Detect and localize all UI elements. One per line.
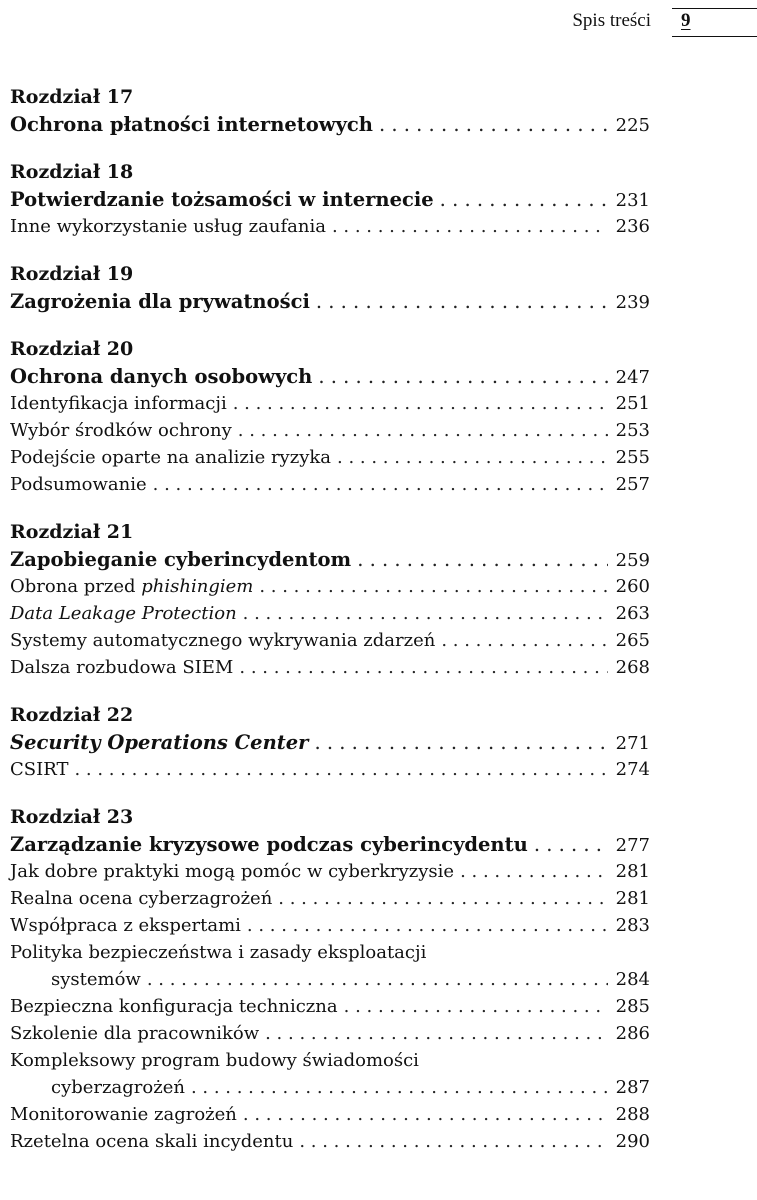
toc-entry-main[interactable]	[10, 729, 650, 756]
entry-page: 263	[615, 603, 650, 624]
toc-entry[interactable]	[10, 213, 650, 240]
running-title: Spis treści	[572, 10, 651, 31]
entry-page: 225	[615, 115, 650, 136]
dot-leader	[534, 831, 608, 858]
toc-entry[interactable]	[10, 654, 650, 681]
entry-title-line1[interactable]: Kompleksowy program budowy świadomości	[10, 1050, 419, 1071]
entry-title: Ochrona danych osobowych	[10, 365, 313, 388]
toc-entry-main[interactable]	[10, 288, 650, 315]
toc-entry-main[interactable]	[10, 546, 650, 573]
entry-page: 290	[615, 1131, 650, 1152]
entry-page: 268	[615, 657, 650, 678]
entry-title: systemów	[51, 969, 141, 990]
dot-leader	[278, 885, 608, 912]
dot-leader	[316, 288, 608, 315]
toc-entry[interactable]	[10, 1101, 650, 1128]
dot-leader	[344, 993, 608, 1020]
dot-leader	[265, 1020, 608, 1047]
dot-leader	[259, 573, 608, 600]
dot-leader	[247, 912, 608, 939]
entry-page: 257	[615, 474, 650, 495]
entry-title: Dalsza rozbudowa SIEM	[10, 657, 234, 678]
entry-title: Potwierdzanie tożsamości w internecie	[10, 188, 434, 211]
toc-entry-main[interactable]	[10, 363, 650, 390]
chapter-23	[10, 804, 650, 1155]
dot-leader	[74, 756, 608, 783]
dot-leader	[441, 627, 608, 654]
chapter-17	[10, 84, 650, 138]
dot-leader	[299, 1128, 608, 1155]
entry-page: 251	[615, 393, 650, 414]
dot-leader	[332, 213, 608, 240]
dot-leader	[357, 546, 608, 573]
entry-page: 286	[615, 1023, 650, 1044]
entry-title: Współpraca z ekspertami	[10, 915, 241, 936]
entry-page: 265	[615, 630, 650, 651]
chapter-label: Rozdział 23	[10, 806, 134, 828]
entry-title: Rzetelna ocena skali incydentu	[10, 1131, 294, 1152]
dot-leader	[233, 390, 608, 417]
header-rule-top	[672, 8, 757, 9]
entry-title: Zagrożenia dla prywatności	[10, 290, 310, 313]
entry-title: Podejście oparte na analizie ryzyka	[10, 447, 332, 468]
entry-title: Zapobieganie cyberincydentom	[10, 548, 352, 571]
entry-title: CSIRT	[10, 759, 69, 780]
entry-title-line1[interactable]: Polityka bezpieczeństwa i zasady eksploatacji	[10, 942, 427, 963]
entry-title-italic: phishingiem	[141, 576, 254, 597]
page-number: 9	[681, 10, 691, 31]
toc-entry-main[interactable]	[10, 831, 650, 858]
entry-page: 288	[615, 1104, 650, 1125]
chapter-21	[10, 519, 650, 681]
dot-leader	[460, 858, 608, 885]
entry-title: cyberzagrożeń	[51, 1077, 185, 1098]
toc-entry[interactable]	[10, 390, 650, 417]
entry-page: 285	[615, 996, 650, 1017]
page-header	[0, 8, 757, 38]
chapter-22	[10, 702, 650, 783]
entry-title: Szkolenie dla pracowników	[10, 1023, 260, 1044]
entry-page: 287	[615, 1077, 650, 1098]
toc-entry[interactable]	[10, 858, 650, 885]
toc-entry[interactable]	[10, 627, 650, 654]
chapter-18	[10, 159, 650, 240]
dot-leader	[314, 729, 608, 756]
dot-leader	[243, 1101, 608, 1128]
toc-entry[interactable]	[10, 600, 650, 627]
entry-page: 281	[615, 861, 650, 882]
entry-title: Jak dobre praktyki mogą pomóc w cyberkryzysie	[10, 861, 455, 882]
entry-page: 239	[615, 292, 650, 313]
chapter-20	[10, 336, 650, 498]
toc-entry-main[interactable]	[10, 111, 650, 138]
toc-entry[interactable]	[10, 1128, 650, 1155]
dot-leader	[379, 111, 608, 138]
entry-title: Zarządzanie kryzysowe podczas cyberincydentu	[10, 833, 528, 856]
toc-entry[interactable]	[10, 966, 650, 993]
entry-title: Inne wykorzystanie usług zaufania	[10, 216, 326, 237]
entry-title: Bezpieczna konfiguracja techniczna	[10, 996, 338, 1017]
entry-page: 247	[615, 367, 650, 388]
chapter-label: Rozdział 19	[10, 263, 134, 285]
entry-title: Realna ocena cyberzagrożeń	[10, 888, 273, 909]
dot-leader	[147, 966, 608, 993]
entry-page: 277	[615, 835, 650, 856]
entry-page: 236	[615, 216, 650, 237]
toc-entry[interactable]	[10, 417, 650, 444]
toc-entry[interactable]	[10, 993, 650, 1020]
entry-title: Security Operations Center	[10, 731, 309, 754]
entry-title: Identyfikacja informacji	[10, 393, 227, 414]
toc-entry[interactable]	[10, 1020, 650, 1047]
entry-page: 281	[615, 888, 650, 909]
entry-title: Ochrona płatności internetowych	[10, 113, 373, 136]
entry-title: Monitorowanie zagrożeń	[10, 1104, 237, 1125]
entry-title	[10, 573, 259, 600]
dot-leader	[243, 600, 608, 627]
entry-page: 260	[615, 576, 650, 597]
toc-entry[interactable]	[10, 912, 650, 939]
entry-title: Data Leakage Protection	[10, 603, 237, 624]
toc-entry[interactable]	[10, 444, 650, 471]
chapter-19	[10, 261, 650, 315]
toc-entry[interactable]	[10, 471, 650, 498]
entry-page: 274	[615, 759, 650, 780]
chapter-label: Rozdział 20	[10, 338, 134, 360]
dot-leader	[318, 363, 608, 390]
dot-leader	[337, 444, 608, 471]
dot-leader	[440, 186, 608, 213]
chapter-label: Rozdział 22	[10, 704, 134, 726]
entry-page: 271	[615, 733, 650, 754]
entry-page: 284	[615, 969, 650, 990]
entry-title: Podsumowanie	[10, 474, 147, 495]
toc-entry[interactable]	[10, 1074, 650, 1101]
entry-title: Systemy automatycznego wykrywania zdarzeń	[10, 630, 436, 651]
entry-title-prefix: Obrona przed	[10, 576, 142, 597]
entry-page: 253	[615, 420, 650, 441]
dot-leader	[238, 417, 608, 444]
toc-entry[interactable]	[10, 573, 650, 600]
toc-entry[interactable]	[10, 756, 650, 783]
entry-page: 231	[615, 190, 650, 211]
toc-entry[interactable]	[10, 885, 650, 912]
chapter-label: Rozdział 17	[10, 86, 134, 108]
entry-page: 255	[615, 447, 650, 468]
header-rule-bottom	[672, 36, 757, 37]
dot-leader	[191, 1074, 608, 1101]
table-of-contents	[10, 84, 650, 1176]
entry-title: Wybór środków ochrony	[10, 420, 232, 441]
chapter-label: Rozdział 18	[10, 161, 134, 183]
entry-page: 283	[615, 915, 650, 936]
entry-page: 259	[615, 550, 650, 571]
chapter-label: Rozdział 21	[10, 521, 134, 543]
dot-leader	[239, 654, 608, 681]
toc-entry-main[interactable]	[10, 186, 650, 213]
dot-leader	[153, 471, 608, 498]
